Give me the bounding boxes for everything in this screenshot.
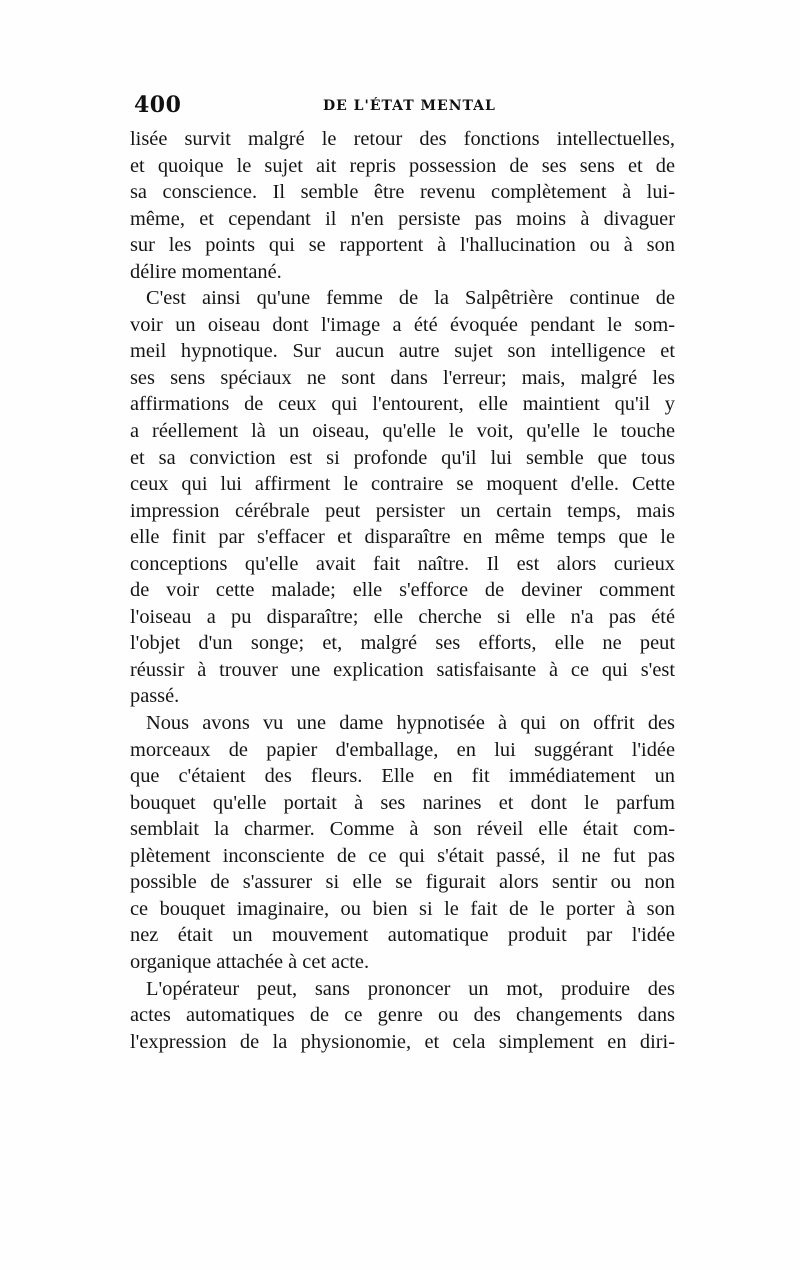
text-line: l'objet d'un songe; et, malgré ses efforts, elle ne peut — [130, 632, 675, 655]
text-line: voir un oiseau dont l'image a été évoquée pendant le som- — [130, 313, 675, 336]
text-line: et quoique le sujet ait repris possession de ses sens et de — [130, 154, 675, 177]
text-line: lisée survit malgré le retour des fonctions intellectuelles, — [130, 128, 675, 150]
text-line: délire momentané. — [130, 260, 282, 283]
text-line: Nous avons vu une dame hypnotisée à qui on offrit des — [146, 712, 675, 735]
text-line: même, et cependant il n'en persiste pas moins à divaguer — [130, 207, 675, 230]
text-line: passé. — [130, 685, 180, 708]
text-line: ceux qui lui affirment le contraire se moquent d'elle. Cette — [130, 473, 675, 496]
text-line: nez était un mouvement automatique produit par l'idée — [130, 924, 675, 947]
paragraph — [130, 976, 675, 1056]
text-line: morceaux de papier d'emballage, en lui suggérant l'idée — [130, 738, 675, 761]
text-line: ce bouquet imaginaire, ou bien si le fait de le porter à son — [130, 897, 675, 920]
text-line: sa conscience. Il semble être revenu complètement à lui- — [130, 181, 675, 204]
text-line: et sa conviction est si profonde qu'il lui semble que tous — [130, 446, 675, 469]
text-line: actes automatiques de ce genre ou des changements dans — [130, 1004, 675, 1027]
text-line: sur les points qui se rapportent à l'hallucination ou à son — [130, 234, 675, 257]
paragraph — [130, 710, 675, 975]
text-line: organique attachée à cet acte. — [130, 950, 370, 973]
text-line: a réellement là un oiseau, qu'elle le voit, qu'elle le touche — [130, 420, 675, 443]
text-line: semblait la charmer. Comme à son réveil elle était com- — [130, 818, 675, 841]
text-line: conceptions qu'elle avait fait naître. Il est alors curieux — [130, 552, 675, 575]
page-number: 400 — [134, 92, 182, 118]
text-line: impression cérébrale peut persister un certain temps, mais — [130, 499, 675, 522]
text-line: de voir cette malade; elle s'efforce de deviner comment — [130, 579, 675, 602]
text-line: meil hypnotique. Sur aucun autre sujet son intelligence et — [130, 340, 675, 363]
paragraph — [130, 285, 675, 710]
text-line: elle finit par s'effacer et disparaître en même temps que le — [130, 526, 675, 549]
text-line: L'opérateur peut, sans prononcer un mot, produire des — [146, 977, 675, 1000]
text-line: que c'étaient des fleurs. Elle en fit immédiatement un — [130, 765, 675, 788]
text-line: affirmations de ceux qui l'entourent, elle maintient qu'il y — [130, 393, 675, 416]
text-line: l'oiseau a pu disparaître; elle cherche si elle n'a pas été — [130, 605, 675, 628]
body-text — [130, 126, 675, 1055]
running-title: DE L'ÉTAT MENTAL — [323, 98, 496, 114]
text-line: C'est ainsi qu'une femme de la Salpêtrière continue de — [146, 287, 675, 310]
text-line: plètement inconsciente de ce qui s'était passé, il ne fut pas — [130, 844, 675, 867]
paragraph — [130, 126, 675, 285]
text-line: ses sens spéciaux ne sont dans l'erreur; mais, malgré les — [130, 366, 675, 389]
running-head — [130, 92, 675, 122]
text-line: l'expression de la physionomie, et cela simplement en diri- — [130, 1030, 675, 1053]
text-line: réussir à trouver une explication satisfaisante à ce qui s'est — [130, 658, 675, 681]
text-line: possible de s'assurer si elle se figurait alors sentir ou non — [130, 871, 675, 894]
text-line: bouquet qu'elle portait à ses narines et dont le parfum — [130, 791, 675, 814]
